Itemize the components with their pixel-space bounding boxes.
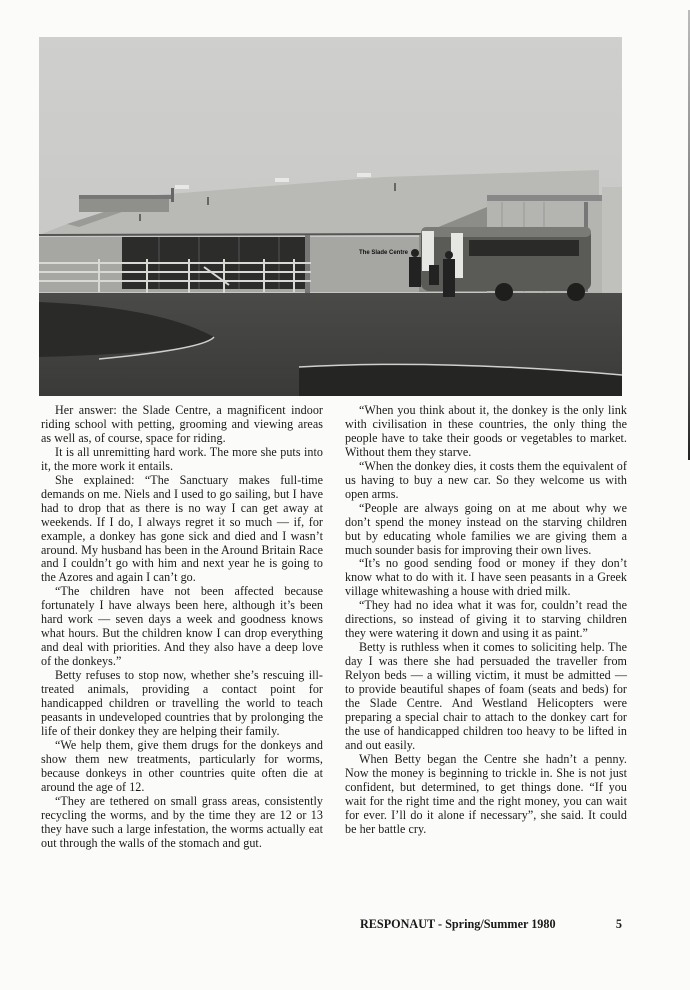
paragraph: When Betty began the Centre she hadn’t a penny. Now the money is beginning to trickle in. She is not just confident, but determined, to get things done. “If you wait for the right time and the right money, you can wait for ever. I’ll do it alone if necessary”, she said. It could be her battle cry. [345, 751, 627, 836]
page-footer [360, 917, 622, 932]
paragraph: “The children have not been affected because fortunately I have always been here, although it’s been hard work — seven days a week and goodness knows what hours. But the children know I can drop everything and deal with priorities. And they also have a deep love of the donkeys.” [41, 584, 323, 669]
paragraph: “They are tethered on small grass areas, consistently recycling the worms, and by the time they are 12 or 13 they have such a large infestation, the worms actually eat out through the walls of the stomach and gut. [41, 793, 323, 850]
paragraph: “When the donkey dies, it costs them the equivalent of us having to buy a new car. So they welcome us with open arms. [345, 458, 627, 501]
paragraph: “When you think about it, the donkey is the only link with civilisation in these countries, the only thing the people have to take their goods or vegetables to market. Without them they starve. [345, 403, 627, 459]
paragraph: “We help them, give them drugs for the donkeys and show them new treatments, particularly for worms, because donkeys in other countries quite often die at around the age of 12. [41, 737, 323, 794]
paragraph: It is all unremitting hard work. The more she puts into it, the more work it entails. [41, 444, 323, 473]
article-column-left [41, 404, 323, 851]
photo-slade-centre [39, 37, 622, 396]
building-sign: The Slade Centre [359, 250, 409, 256]
paragraph: “It’s no good sending food or money if they don’t know what to do with it. I have seen peasants in a Greek village whitewashing a house with dried milk. [345, 556, 627, 599]
paragraph: “They had no idea what it was for, couldn’t read the directions, so instead of giving it to starving children they were watering it down and using it as paint.” [345, 598, 627, 641]
paragraph: Her answer: the Slade Centre, a magnificent indoor riding school with petting, grooming and viewing areas as well as, of course, space for riding. [41, 403, 323, 445]
photo-illustration [39, 37, 622, 396]
paragraph: “People are always going on at me about why we don’t spend the money instead on the starving children but by educating whole families we are giving them a much sounder basis for improving their own lives. [345, 500, 627, 557]
rear-wing [79, 198, 169, 212]
paragraph: Betty is ruthless when it comes to soliciting help. The day I was there she had persuaded the traveller from Relyon beds — a willing victim, it must be admitted — to provide beautiful shapes of foam (seats and beds) for the Slade Centre. And Westland Helicopters were preparing a special chair to attach to the donkey cart for the use of handicapped children too heavy to be lifted in and out easily. [345, 640, 627, 752]
paragraph: Betty refuses to stop now, whether she’s rescuing ill-treated animals, providing a contact point for handicapped children or travelling the world to teach peasants in undeveloped countries that by prolonging the life of their donkey they are helping their family. [41, 668, 323, 738]
page-number: 5 [615, 917, 622, 931]
article-column-right [345, 404, 627, 837]
paragraph: She explained: “The Sanctuary makes full-time demands on me. Niels and I used to go sailing, but I have had to drop that as there is no way I can get away at weekends. If I do, I always regret it so much — if, for example, a donkey has gone sick and died and I wasn’t around. My husband has been in the Around Britain Race and I couldn’t go with him and next year he is going to the Azores and again I can’t go. [41, 472, 323, 585]
publication-name: RESPONAUT - Spring/Summer 1980 [360, 917, 556, 931]
